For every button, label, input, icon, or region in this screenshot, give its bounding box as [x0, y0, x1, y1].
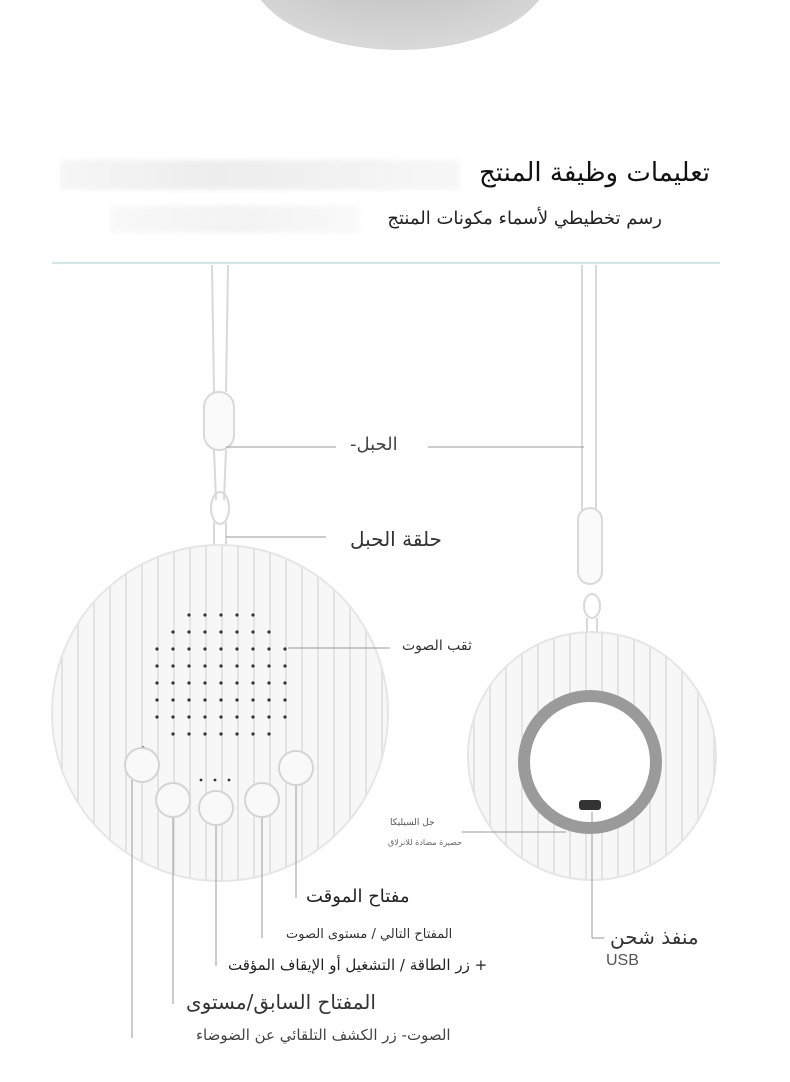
label-next-volume: المفتاح التالي / مستوى الصوت: [286, 927, 453, 942]
next-volume-button[interactable]: [245, 783, 279, 817]
top-device-partial: [250, 0, 550, 50]
timer-button[interactable]: [279, 751, 313, 785]
front-device: [52, 540, 388, 890]
page-subtitle: رسم تخطيطي لأسماء مكونات المنتج: [387, 208, 662, 229]
prev-volume-button[interactable]: [125, 748, 159, 782]
page-title: تعليمات وظيفة المنتج: [478, 158, 710, 188]
label-rope-ring: حلقة الحبل: [350, 527, 442, 551]
label-light-sensor: الصوت- زر الكشف التلقائي عن الضوضاء: [196, 1026, 451, 1044]
label-silica-gel: جل السيليكا: [390, 818, 435, 828]
power-play-button[interactable]: [199, 791, 233, 825]
label-timer-key: مفتاح الموقت: [306, 886, 410, 907]
label-charging-port: منفذ شحن: [610, 925, 699, 949]
light-sensor-button[interactable]: [156, 783, 190, 817]
label-anti-slip-mat: حصيرة مضادة للانزلاق: [388, 838, 463, 847]
label-sound-holes: ثقب الصوت: [402, 638, 472, 654]
label-prev-volume: المفتاح السابق/مستوى: [186, 990, 376, 1014]
usb-port: [579, 800, 601, 810]
label-rope: الحبل-: [350, 434, 398, 455]
label-power-play: + زر الطاقة / التشغيل أو الإيقاف المؤقت: [228, 956, 488, 974]
right-lanyard: [578, 265, 602, 650]
label-usb: USB: [606, 952, 639, 969]
